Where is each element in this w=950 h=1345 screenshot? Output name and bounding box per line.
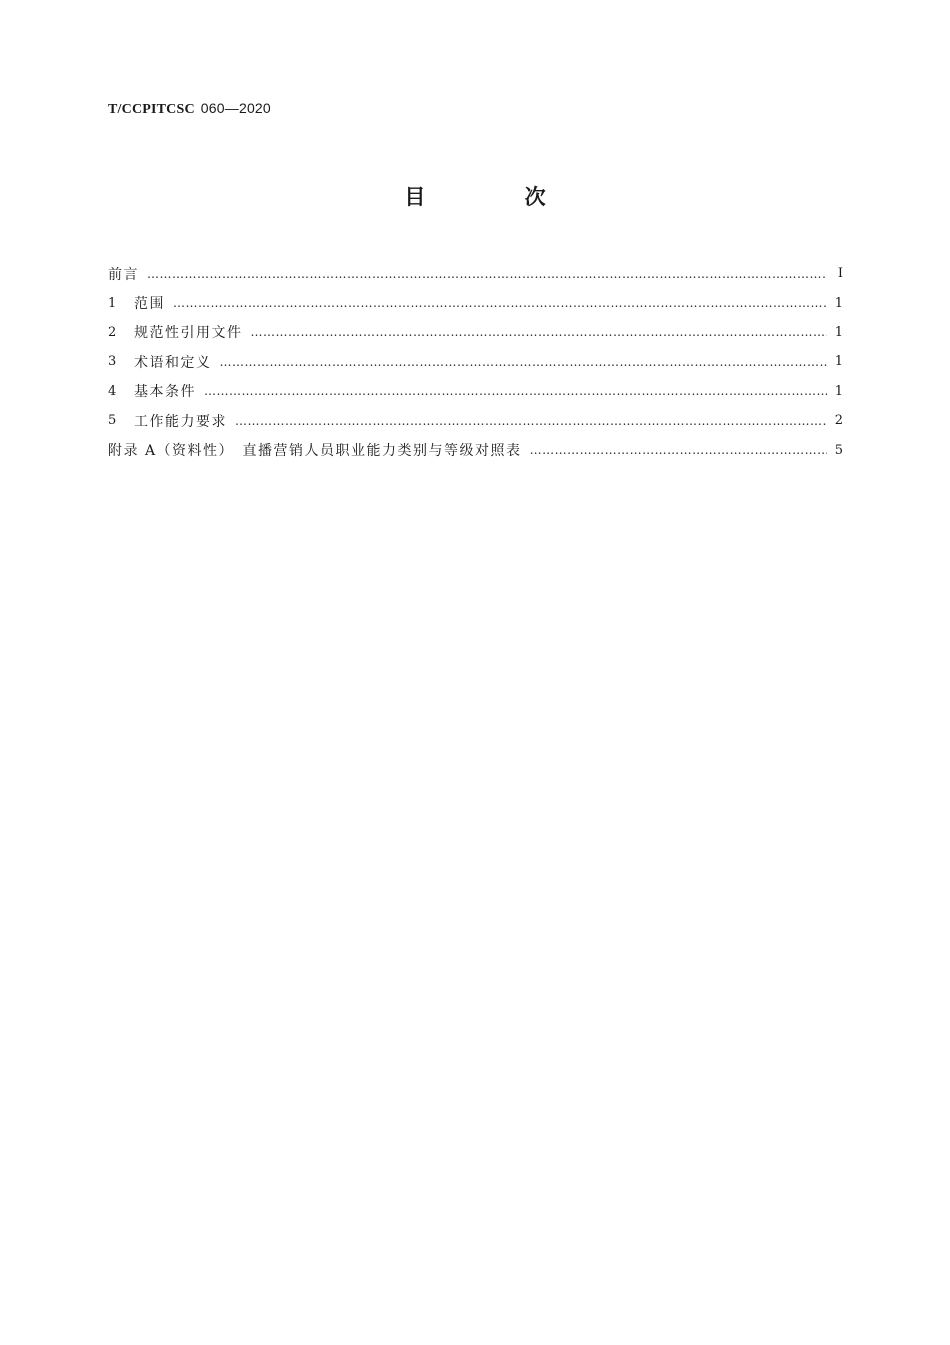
toc-leader-dots bbox=[251, 324, 827, 340]
toc-entry-number: 3 bbox=[108, 354, 117, 370]
toc-entry-page: 1 bbox=[834, 383, 843, 399]
toc-leader-dots bbox=[204, 383, 827, 399]
toc-entry-work-ability[interactable] bbox=[108, 406, 843, 435]
standard-org-code: T/CCPITCSC bbox=[108, 102, 195, 117]
toc-entry-number: 4 bbox=[108, 383, 117, 399]
toc-entry-scope[interactable] bbox=[108, 288, 843, 317]
toc-entry-page: 5 bbox=[834, 442, 843, 458]
toc-entry-normative-references[interactable] bbox=[108, 318, 843, 347]
toc-entry-label: 基本条件 bbox=[134, 384, 196, 401]
toc-leader-dots bbox=[173, 295, 827, 311]
toc-entry-label: 附录 A（资料性） 直播营销人员职业能力类别与等级对照表 bbox=[108, 443, 522, 460]
toc-entry-foreword[interactable] bbox=[108, 259, 843, 288]
toc-entry-number: 5 bbox=[108, 413, 117, 429]
toc-entry-label: 工作能力要求 bbox=[134, 413, 227, 430]
toc-leader-dots bbox=[530, 442, 827, 458]
toc-leader-dots bbox=[235, 413, 827, 429]
toc-entry-number: 2 bbox=[108, 324, 117, 340]
toc-entry-basic-conditions[interactable] bbox=[108, 377, 843, 406]
toc-entry-terms-definitions[interactable] bbox=[108, 347, 843, 376]
toc-entry-label: 范围 bbox=[134, 296, 165, 313]
toc-leader-dots bbox=[220, 354, 827, 370]
toc-entry-page: 2 bbox=[834, 413, 843, 429]
standard-number: 060—2020 bbox=[200, 100, 271, 116]
toc-entry-label: 术语和定义 bbox=[134, 354, 212, 371]
toc-entry-number: 1 bbox=[108, 295, 117, 311]
toc-entry-label: 前言 bbox=[108, 266, 139, 283]
document-code bbox=[108, 100, 271, 118]
toc-entry-label: 规范性引用文件 bbox=[134, 325, 243, 342]
toc-entry-page: 1 bbox=[834, 354, 843, 370]
toc-entry-page: 1 bbox=[834, 324, 843, 340]
toc-list bbox=[108, 259, 843, 465]
toc-leader-dots bbox=[147, 266, 827, 282]
toc-entry-page: Ⅰ bbox=[837, 266, 843, 282]
toc-entry-appendix-a[interactable] bbox=[108, 435, 843, 464]
toc-title: 目 次 bbox=[404, 185, 592, 209]
toc-entry-page: 1 bbox=[834, 295, 843, 311]
